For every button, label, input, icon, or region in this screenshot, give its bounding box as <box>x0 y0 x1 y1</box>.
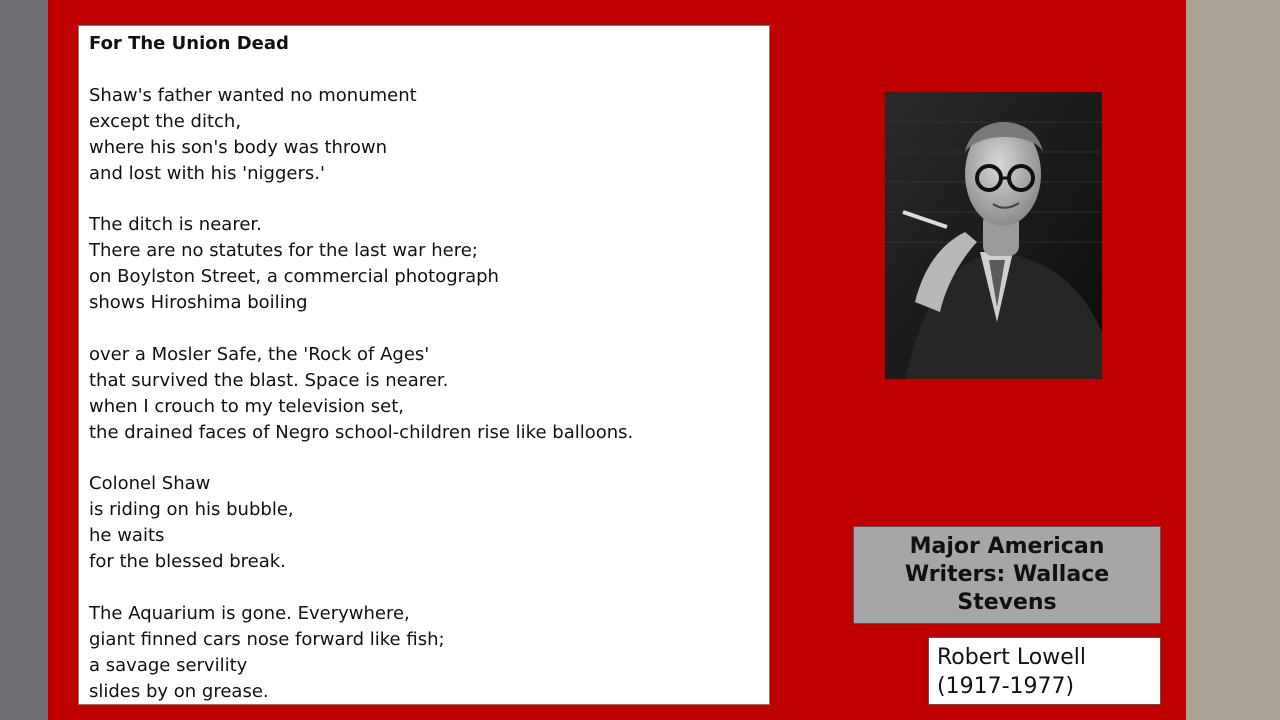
poem-line: for the blessed break. <box>89 551 286 573</box>
poem-line: except the ditch, <box>89 110 242 132</box>
poem-line: the drained faces of Negro school-children rise like balloons. <box>89 421 634 443</box>
poem-stanza-1 <box>89 83 759 187</box>
poem-line: There are no statutes for the last war here; <box>89 240 478 262</box>
poem-line: where his son's body was thrown <box>89 136 388 158</box>
poem-line: over a Mosler Safe, the 'Rock of Ages' <box>89 343 430 365</box>
poem-line: when I crouch to my television set, <box>89 395 405 417</box>
portrait-illustration <box>885 92 1102 379</box>
poem-line: giant finned cars nose forward like fish; <box>89 628 445 650</box>
poem-line: is riding on his bubble, <box>89 499 294 521</box>
poem-line: on Boylston Street, a commercial photograph <box>89 266 499 288</box>
author-name: Robert Lowell <box>937 645 1087 670</box>
author-dates: (1917-1977) <box>937 674 1075 699</box>
poem-line: he waits <box>89 525 165 547</box>
poem-line: and lost with his 'niggers.' <box>89 162 325 184</box>
poem-line: Shaw's father wanted no monument <box>89 84 417 106</box>
author-portrait-photo <box>885 92 1102 379</box>
poem-title: For The Union Dead <box>89 33 289 54</box>
poem-line: The Aquarium is gone. Everywhere, <box>89 602 410 624</box>
course-title-caption <box>853 526 1161 624</box>
poem-line: Colonel Shaw <box>89 473 211 495</box>
author-name-box <box>928 637 1161 705</box>
poem-stanza-4 <box>89 471 759 575</box>
poem-stanza-5 <box>89 601 759 705</box>
poem-line: The ditch is nearer. <box>89 214 262 236</box>
right-edge-strip <box>1186 0 1280 720</box>
poem-text-box <box>78 25 770 705</box>
poem-line: shows Hiroshima boiling <box>89 292 308 314</box>
course-title-text: Major American Writers: Wallace Stevens <box>904 534 1110 615</box>
poem-line: that survived the blast. Space is nearer. <box>89 369 449 391</box>
poem-line: slides by on grease. <box>89 680 269 702</box>
poem-stanza-2 <box>89 212 759 316</box>
poem-stanza-3 <box>89 342 759 446</box>
left-edge-strip <box>0 0 48 720</box>
poem-line: a savage servility <box>89 654 248 676</box>
